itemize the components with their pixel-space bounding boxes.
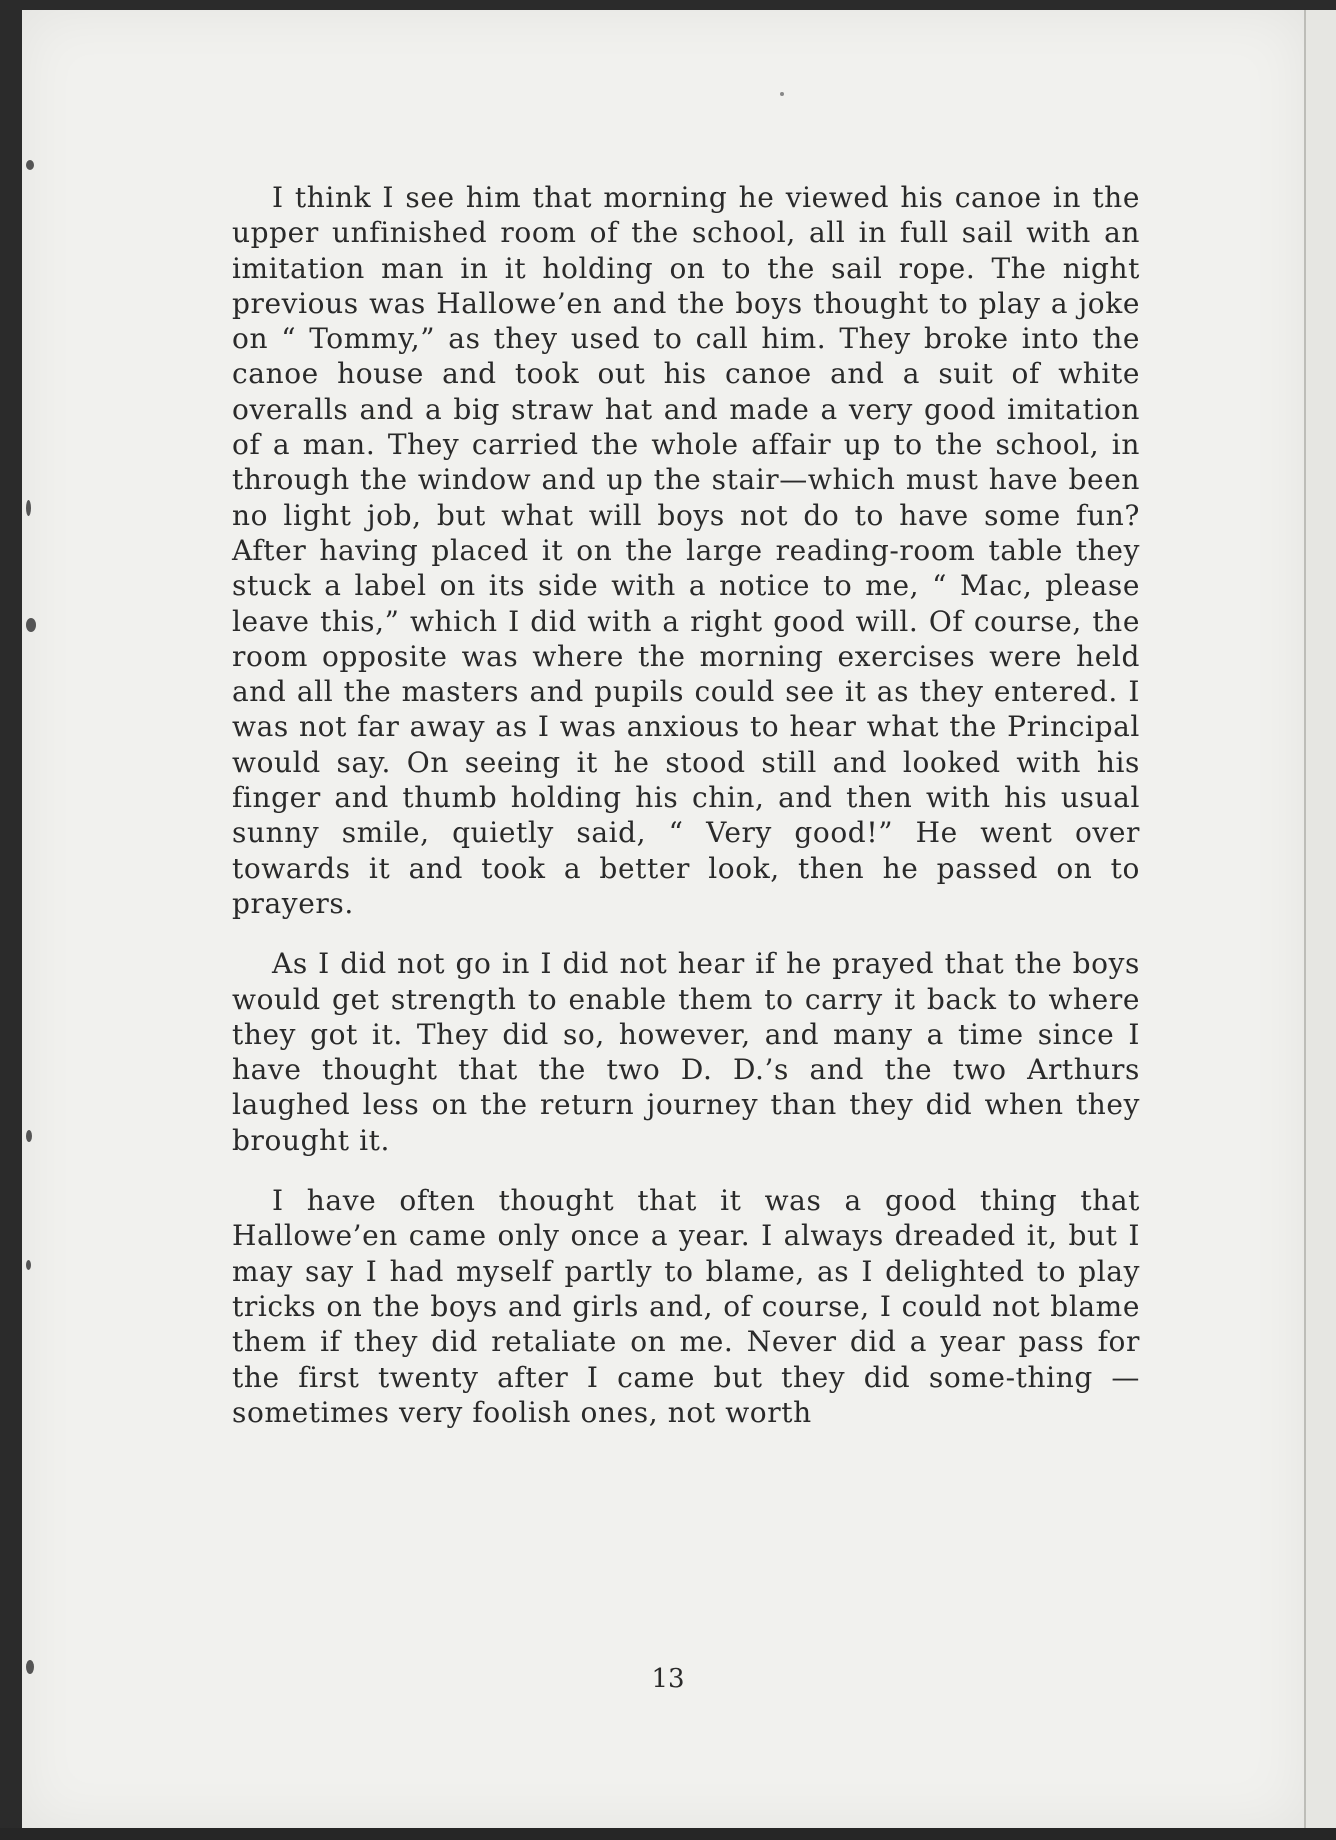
binding-mark (26, 500, 31, 516)
binding-mark (26, 618, 36, 632)
binding-mark (26, 1260, 31, 1270)
speck (780, 92, 784, 96)
body-text (232, 180, 1140, 1430)
binding-mark (26, 160, 34, 170)
paragraph: I have often thought that it was a good thing that Hallowe’en came only once a year. I always dreaded it, but I may say I had myself partly to blame, as I delighted to play tricks on the boys and girls and, of course, I could not blame them if they did retaliate on me. Never did a year pass for the first twenty after I came but they did some-thing — sometimes very foolish ones, not worth (232, 1184, 1140, 1429)
bottom-border (0, 1828, 1336, 1840)
binding-mark (26, 1130, 32, 1142)
paragraph: As I did not go in I did not hear if he prayed that the boys would get strength to enable them to carry it back to where they got it. They did so, however, and many a time since I have thought that the two D. D.’s and the two Arthurs laughed less on the return journey than they did when they brought it. (232, 947, 1140, 1157)
binding-marks (26, 140, 40, 1740)
paragraph: I think I see him that morning he viewed his canoe in the upper unfinished room of the school, all in full sail with an imitation man in it holding on to the sail rope. The night previous was Hallowe’en and the boys thought to play a joke on “ Tommy,” as they used to call him. They broke into the canoe house and took out his canoe and a suit of white overalls and a big straw hat and made a very good imitation of a man. They carried the whole affair up to the school, in through the window and up the stair—which must have been no light job, but what will boys not do to have some fun? After having placed it on the large reading-room table they stuck a label on its side with a notice to me, “ Mac, please leave this,” which I did with a right good will. Of course, the room opposite was where the morning exercises were held and all the masters and pupils could see it as they entered. I was not far away as I was anxious to hear what the Principal would say. On seeing it he stood still and looked with his finger and thumb holding his chin, and then with his usual sunny smile, quietly said, “ Very good!” He went over towards it and took a better look, then he passed on to prayers. (232, 181, 1140, 920)
page-edge (1304, 10, 1336, 1828)
page-number: 13 (651, 1664, 685, 1694)
